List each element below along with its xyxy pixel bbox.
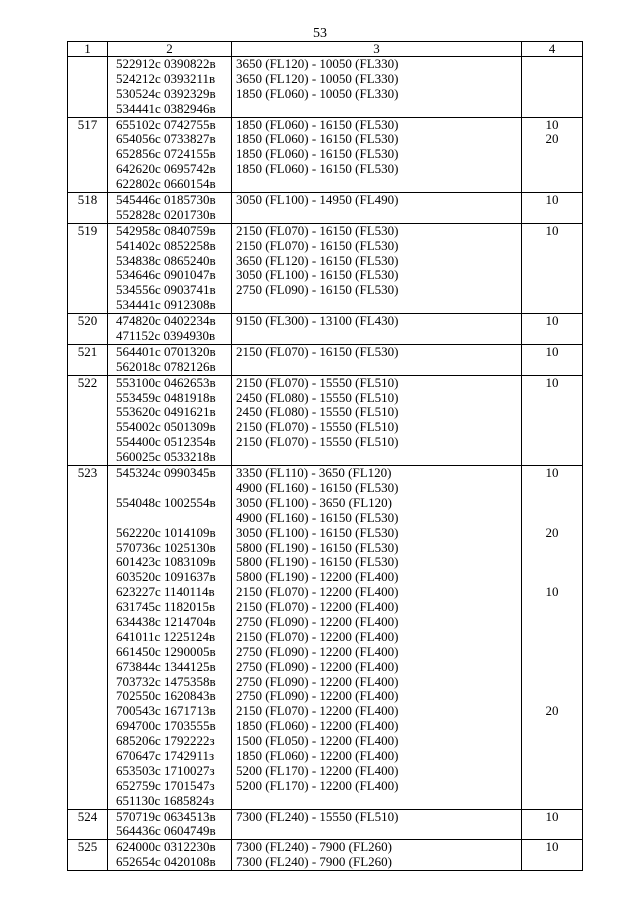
cell-col2	[108, 840, 232, 871]
cell-col4	[522, 223, 583, 313]
cell-col3	[232, 314, 522, 345]
coordinate-line: 655102c 0742755в	[116, 116, 216, 132]
coordinate-line: 554400c 0512354в	[116, 434, 216, 450]
coordinate-line: 522912c 0390822в	[116, 56, 216, 71]
altitude-line: 3650 (FL120) - 10050 (FL330)	[236, 56, 399, 71]
altitude-line	[232, 794, 521, 809]
altitude-line: 1850 (FL060) - 16150 (FL530)	[236, 131, 399, 147]
cell-col2	[108, 223, 232, 313]
cell-col2	[108, 314, 232, 345]
coordinate-line: 534838c 0865240в	[116, 252, 216, 268]
coordinate-line: 534441c 0912308в	[116, 297, 216, 313]
value-line	[522, 162, 582, 177]
table-row	[68, 375, 583, 465]
value-line	[522, 283, 582, 298]
value-line	[522, 794, 582, 809]
value-line	[522, 660, 582, 675]
header-col-4: 4	[522, 42, 583, 57]
altitude-line: 2150 (FL070) - 15550 (FL510)	[236, 419, 399, 435]
cell-col2	[108, 193, 232, 224]
coordinate-line: 623227c 1140114в	[116, 584, 215, 600]
altitude-line: 1850 (FL060) - 12200 (FL400)	[236, 747, 399, 763]
header-col-2: 2	[108, 42, 232, 57]
row-number: 521	[68, 344, 108, 375]
value-line	[522, 435, 582, 450]
cell-col4	[522, 314, 583, 345]
altitude-line: 3350 (FL110) - 3650 (FL120)	[236, 465, 392, 481]
value-line: 10	[545, 374, 559, 390]
coordinate-line: 634438c 1214704в	[116, 613, 216, 629]
cell-col4	[522, 193, 583, 224]
value-line	[522, 420, 582, 435]
value-line	[522, 749, 582, 764]
altitude-line: 5200 (FL170) - 12200 (FL400)	[236, 762, 399, 778]
altitude-line: 2450 (FL080) - 15550 (FL510)	[236, 404, 399, 420]
value-line	[522, 675, 582, 690]
airspace-table	[67, 41, 583, 871]
altitude-line: 7300 (FL240) - 7900 (FL260)	[236, 839, 392, 855]
cell-col2	[108, 375, 232, 465]
altitude-line: 5200 (FL170) - 12200 (FL400)	[236, 777, 399, 793]
cell-col2	[108, 344, 232, 375]
row-number: 517	[68, 117, 108, 192]
cell-col4	[522, 375, 583, 465]
value-line	[522, 57, 582, 72]
altitude-line	[232, 329, 521, 344]
coordinate-line: 702550c 1620843в	[116, 688, 216, 704]
cell-col3	[232, 223, 522, 313]
altitude-line: 2150 (FL070) - 16150 (FL530)	[236, 237, 399, 253]
cell-col4	[522, 344, 583, 375]
row-number: 520	[68, 314, 108, 345]
altitude-line: 2150 (FL070) - 12200 (FL400)	[236, 584, 399, 600]
altitude-line: 2150 (FL070) - 15550 (FL510)	[236, 434, 399, 450]
header-col-3: 3	[232, 42, 522, 57]
cell-col2	[108, 809, 232, 840]
value-line	[522, 405, 582, 420]
value-line	[522, 689, 582, 704]
coordinate-line: 570736c 1025130в	[116, 539, 216, 555]
altitude-line: 4900 (FL160) - 16150 (FL530)	[236, 479, 399, 495]
altitude-line: 3050 (FL100) - 14950 (FL490)	[236, 192, 399, 208]
altitude-line	[232, 450, 521, 465]
header-col-1: 1	[68, 42, 108, 57]
coordinate-line: 603520c 1091637в	[116, 569, 216, 585]
altitude-line: 2150 (FL070) - 15550 (FL510)	[236, 374, 399, 390]
altitude-line: 5800 (FL190) - 12200 (FL400)	[236, 569, 399, 585]
altitude-line	[232, 102, 521, 117]
altitude-line: 1500 (FL050) - 12200 (FL400)	[236, 733, 399, 749]
altitude-line	[232, 298, 521, 313]
altitude-line: 3050 (FL100) - 16150 (FL530)	[236, 267, 399, 283]
coordinate-line: 694700c 1703555в	[116, 718, 216, 734]
cell-col3	[232, 809, 522, 840]
value-line: 20	[545, 131, 559, 147]
coordinate-line: 642620c 0695742в	[116, 161, 216, 177]
altitude-line: 2150 (FL070) - 16150 (FL530)	[236, 343, 399, 359]
value-line	[522, 329, 582, 344]
coordinate-line: 553620c 0491621в	[116, 404, 216, 420]
coordinate-line: 545446c 0185730в	[116, 192, 216, 208]
altitude-line: 1850 (FL060) - 16150 (FL530)	[236, 146, 399, 162]
altitude-line: 9150 (FL300) - 13100 (FL430)	[236, 313, 399, 329]
coordinate-line: 553100c 0462653в	[116, 374, 216, 390]
value-line	[522, 481, 582, 496]
coordinate-line: 652856c 0724155в	[116, 146, 216, 162]
coordinate-line: 624000c 0312230в	[116, 839, 216, 855]
value-line	[522, 360, 582, 375]
cell-col3	[232, 466, 522, 809]
coordinate-line: 564401c 0701320в	[116, 343, 216, 359]
cell-col2	[108, 57, 232, 118]
value-line	[522, 570, 582, 585]
coordinate-line: 641011c 1225124в	[116, 628, 216, 644]
value-line	[522, 239, 582, 254]
value-line: 10	[545, 116, 559, 132]
coordinate-line: 474820c 0402234в	[116, 313, 216, 329]
table-body	[68, 57, 583, 871]
altitude-line	[232, 177, 521, 192]
value-line	[522, 855, 582, 870]
cell-col3	[232, 840, 522, 871]
cell-col3	[232, 375, 522, 465]
row-number: 518	[68, 193, 108, 224]
coordinate-line: 631745c 1182015в	[116, 599, 216, 615]
altitude-line: 2750 (FL090) - 12200 (FL400)	[236, 613, 399, 629]
value-line	[522, 147, 582, 162]
value-line	[522, 450, 582, 465]
altitude-line: 2150 (FL070) - 12200 (FL400)	[236, 703, 399, 719]
value-line	[522, 102, 582, 117]
coordinate-line: 652759c 1701547з	[116, 777, 215, 793]
cell-col3	[232, 344, 522, 375]
coordinate-line: 554048c 1002554в	[116, 494, 216, 510]
value-line	[522, 600, 582, 615]
table-row	[68, 840, 583, 871]
coordinate-line: 651130c 1685824з	[116, 792, 215, 808]
cell-col3	[232, 193, 522, 224]
value-line: 10	[545, 839, 559, 855]
altitude-line: 2750 (FL090) - 12200 (FL400)	[236, 673, 399, 689]
value-line: 10	[545, 343, 559, 359]
altitude-line: 2150 (FL070) - 16150 (FL530)	[236, 222, 399, 238]
value-line	[522, 615, 582, 630]
altitude-line: 3650 (FL120) - 10050 (FL330)	[236, 70, 399, 86]
value-line	[522, 630, 582, 645]
value-line	[522, 72, 582, 87]
value-line	[522, 496, 582, 511]
altitude-line: 3650 (FL120) - 16150 (FL530)	[236, 252, 399, 268]
coordinate-line: 534646c 0901047в	[116, 267, 216, 283]
coordinate-line: 552828c 0201730в	[116, 206, 216, 222]
coordinate-line: 541402c 0852258в	[116, 237, 216, 253]
table-row	[68, 466, 583, 809]
value-line: 10	[545, 584, 559, 600]
table-row	[68, 193, 583, 224]
coordinate-line	[108, 511, 231, 526]
row-number: 522	[68, 375, 108, 465]
coordinate-line: 530524c 0392329в	[116, 85, 216, 101]
value-line	[522, 824, 582, 839]
value-line: 20	[545, 703, 559, 719]
value-line	[522, 254, 582, 269]
altitude-line: 7300 (FL240) - 7900 (FL260)	[236, 854, 392, 870]
altitude-line: 2750 (FL090) - 12200 (FL400)	[236, 643, 399, 659]
value-line	[522, 268, 582, 283]
altitude-line: 2150 (FL070) - 12200 (FL400)	[236, 628, 399, 644]
value-line: 10	[545, 808, 559, 824]
value-line	[522, 298, 582, 313]
cell-col2	[108, 466, 232, 809]
coordinate-line	[108, 481, 231, 496]
altitude-line	[232, 360, 521, 375]
table-row	[68, 57, 583, 118]
coordinate-line: 700543c 1671713в	[116, 703, 216, 719]
value-line	[522, 734, 582, 749]
coordinate-line: 554002c 0501309в	[116, 419, 216, 435]
coordinate-line: 570719c 0634513в	[116, 808, 216, 824]
coordinate-line: 534441c 0382946в	[116, 100, 216, 116]
value-line	[522, 555, 582, 570]
table-row	[68, 809, 583, 840]
cell-col4	[522, 840, 583, 871]
table-row	[68, 117, 583, 192]
cell-col4	[522, 57, 583, 118]
value-line	[522, 764, 582, 779]
value-line: 10	[545, 313, 559, 329]
altitude-line: 2150 (FL070) - 12200 (FL400)	[236, 599, 399, 615]
altitude-line: 2450 (FL080) - 15550 (FL510)	[236, 389, 399, 405]
altitude-line: 3050 (FL100) - 3650 (FL120)	[236, 494, 392, 510]
coordinate-line: 653503c 1710027з	[116, 762, 215, 778]
altitude-line: 2750 (FL090) - 12200 (FL400)	[236, 688, 399, 704]
coordinate-line: 703732c 1475358в	[116, 673, 216, 689]
row-number: 519	[68, 223, 108, 313]
coordinate-line: 685206c 1792222з	[116, 733, 215, 749]
coordinate-line: 545324c 0990345в	[116, 465, 216, 481]
altitude-line: 7300 (FL240) - 15550 (FL510)	[236, 808, 399, 824]
altitude-line: 1850 (FL060) - 12200 (FL400)	[236, 718, 399, 734]
value-line	[522, 87, 582, 102]
coordinate-line: 654056c 0733827в	[116, 131, 216, 147]
value-line	[522, 177, 582, 192]
cell-col4	[522, 809, 583, 840]
cell-col4	[522, 466, 583, 809]
coordinate-line: 673844c 1344125в	[116, 658, 216, 674]
value-line: 10	[545, 222, 559, 238]
cell-col3	[232, 57, 522, 118]
value-line	[522, 541, 582, 556]
row-number: 525	[68, 840, 108, 871]
coordinate-line: 622802c 0660154в	[116, 176, 216, 192]
row-number: 523	[68, 466, 108, 809]
altitude-line	[232, 824, 521, 839]
cell-col4	[522, 117, 583, 192]
coordinate-line: 542958c 0840759в	[116, 222, 216, 238]
altitude-line: 1850 (FL060) - 10050 (FL330)	[236, 85, 399, 101]
value-line: 20	[545, 524, 559, 540]
header-row	[68, 42, 583, 57]
altitude-line: 1850 (FL060) - 16150 (FL530)	[236, 161, 399, 177]
cell-col2	[108, 117, 232, 192]
table-row	[68, 314, 583, 345]
value-line	[522, 391, 582, 406]
coordinate-line: 471152c 0394930в	[116, 328, 216, 344]
page-number: 53	[313, 26, 327, 41]
coordinate-line: 524212c 0393211в	[116, 70, 216, 86]
coordinate-line: 562018c 0782126в	[116, 358, 216, 374]
coordinate-line: 564436c 0604749в	[116, 823, 216, 839]
row-number: 524	[68, 809, 108, 840]
cell-col3	[232, 117, 522, 192]
coordinate-line: 553459c 0481918в	[116, 389, 216, 405]
coordinate-line: 601423c 1083109в	[116, 554, 216, 570]
coordinate-line: 670647c 1742911з	[116, 747, 215, 763]
altitude-line: 4900 (FL160) - 16150 (FL530)	[236, 509, 399, 525]
value-line	[522, 779, 582, 794]
value-line	[522, 645, 582, 660]
coordinate-line: 562220c 1014109в	[116, 524, 216, 540]
value-line: 10	[545, 465, 559, 481]
value-line	[522, 719, 582, 734]
table-row	[68, 223, 583, 313]
altitude-line: 5800 (FL190) - 16150 (FL530)	[236, 554, 399, 570]
coordinate-line: 652654c 0420108в	[116, 854, 216, 870]
value-line: 10	[545, 192, 559, 208]
altitude-line: 2750 (FL090) - 12200 (FL400)	[236, 658, 399, 674]
altitude-line: 2750 (FL090) - 16150 (FL530)	[236, 282, 399, 298]
table-row	[68, 344, 583, 375]
altitude-line: 1850 (FL060) - 16150 (FL530)	[236, 116, 399, 132]
altitude-line: 5800 (FL190) - 16150 (FL530)	[236, 539, 399, 555]
coordinate-line: 661450c 1290005в	[116, 643, 216, 659]
coordinate-line: 560025c 0533218в	[116, 449, 216, 465]
altitude-line	[232, 208, 521, 223]
value-line	[522, 511, 582, 526]
row-number	[68, 57, 108, 118]
altitude-line: 3050 (FL100) - 16150 (FL530)	[236, 524, 399, 540]
coordinate-line: 534556c 0903741в	[116, 282, 216, 298]
value-line	[522, 208, 582, 223]
